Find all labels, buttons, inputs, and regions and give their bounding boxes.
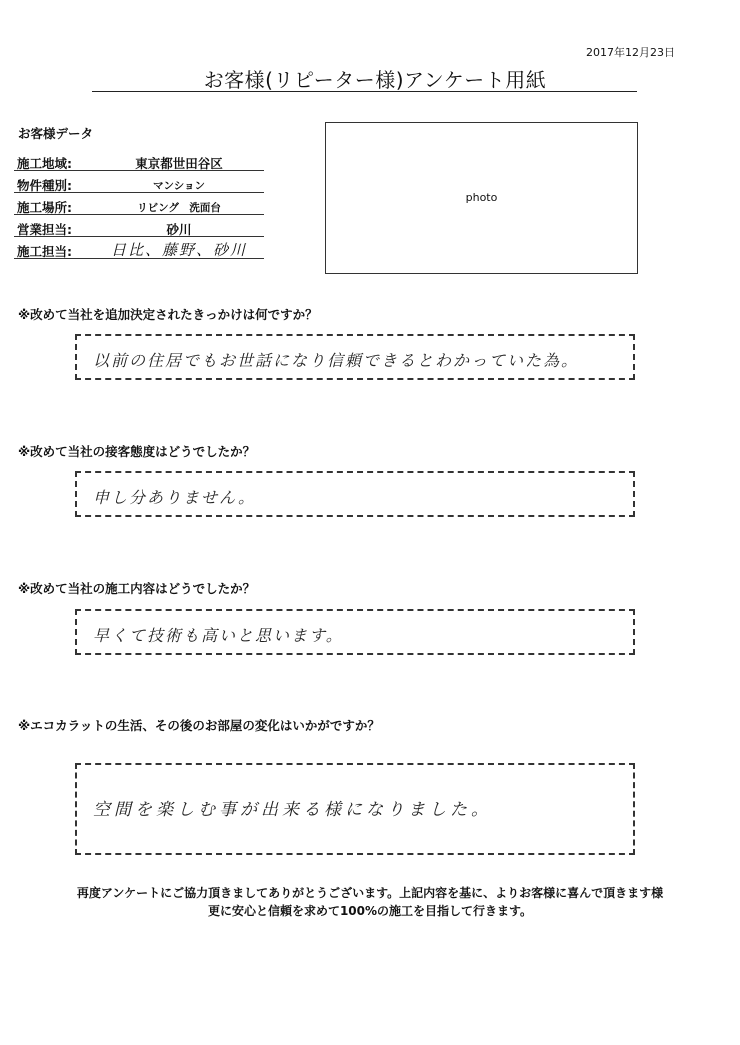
- row-value: 砂川: [166, 222, 192, 237]
- footer-line-1: 再度アンケートにご協力頂きましてありがとうございます。上記内容を基に、よりお客様に喜んで頂きます様: [76, 886, 664, 900]
- photo-label: photo: [465, 191, 498, 204]
- photo-placeholder: [325, 122, 638, 274]
- row-label: 施工担当:: [17, 244, 72, 259]
- customer-row-location: [14, 194, 264, 215]
- row-label: 施工場所:: [17, 200, 72, 215]
- answer-box-3: [75, 609, 635, 655]
- title-underline: [92, 91, 637, 92]
- row-value-handwritten: 日比、藤野、砂川: [110, 241, 247, 259]
- answer-1-text: 以前の住居でもお世話になり信頼できるとわかっていた為。: [93, 351, 580, 370]
- row-label: 施工地域:: [17, 156, 72, 171]
- customer-row-installer: [14, 238, 264, 259]
- survey-date: 2017年12月23日: [586, 46, 675, 59]
- customer-row-sales-rep: [14, 216, 264, 237]
- question-3: ※改めて当社の施工内容はどうでしたか？: [18, 581, 256, 596]
- answer-4-text: 空間を楽しむ事が出来る様になりました。: [93, 800, 492, 820]
- customer-data-heading: お客様データ: [18, 126, 94, 141]
- answer-2-text: 申し分ありません。: [93, 488, 256, 507]
- answer-box-2: [75, 471, 635, 517]
- customer-row-property-type: [14, 172, 264, 193]
- customer-row-area: [14, 150, 264, 171]
- row-label: 物件種別:: [17, 178, 72, 193]
- row-value: マンション: [152, 180, 206, 192]
- row-value: 東京都世田谷区: [135, 156, 223, 171]
- page-title: お客様(リピーター様)アンケート用紙: [203, 68, 547, 92]
- answer-box-1: [75, 334, 635, 380]
- question-4: ※エコカラットの生活、その後のお部屋の変化はいかがですか？: [18, 718, 380, 733]
- question-1: ※改めて当社を追加決定されたきっかけは何ですか？: [18, 307, 318, 322]
- footer-line-2: 更に安心と信頼を求めて100%の施工を目指して行きます。: [207, 904, 533, 918]
- question-2: ※改めて当社の接客態度はどうでしたか？: [18, 444, 256, 459]
- answer-box-4: [75, 763, 635, 855]
- answer-3-text: 早くて技術も高いと思います。: [93, 626, 344, 645]
- row-label: 営業担当:: [17, 222, 72, 237]
- row-value: リビング 洗面台: [137, 202, 221, 214]
